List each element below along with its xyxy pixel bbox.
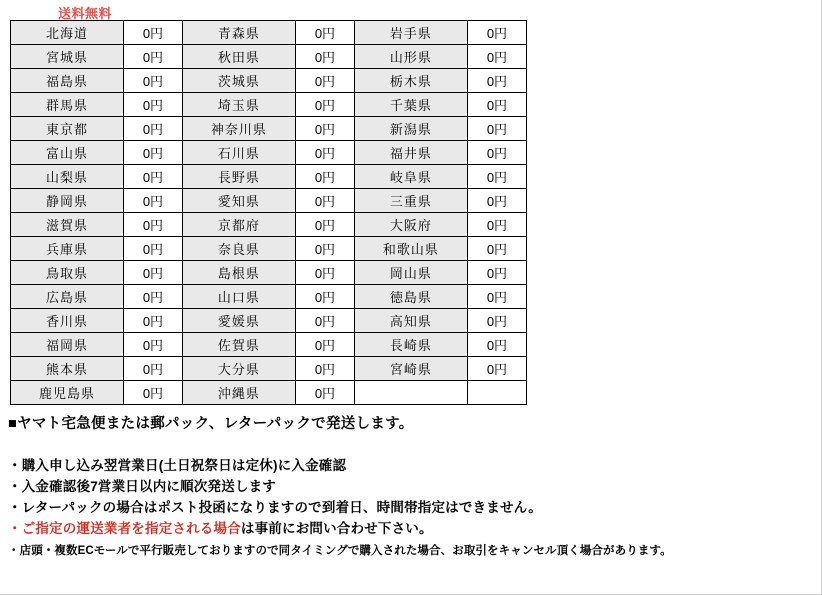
shipping-fee: 0円 <box>295 93 354 117</box>
note-line-3: ・レターパックの場合はポスト投函になりますので到着日、時間帯指定はできません。 <box>8 500 542 515</box>
shipping-fee: 0円 <box>467 261 526 285</box>
shipping-fee: 0円 <box>467 333 526 357</box>
table-row <box>11 189 527 213</box>
prefecture-name: 東京都 <box>11 117 124 141</box>
prefecture-name: 広島県 <box>11 285 124 309</box>
shipping-fee: 0円 <box>123 141 182 165</box>
prefecture-name: 岡山県 <box>354 261 467 285</box>
prefecture-name: 兵庫県 <box>11 237 124 261</box>
prefecture-name: 大阪府 <box>354 213 467 237</box>
shipping-fee: 0円 <box>295 357 354 381</box>
shipping-fee: 0円 <box>123 45 182 69</box>
prefecture-name: 秋田県 <box>182 45 295 69</box>
note-line-1: ・購入申し込み翌営業日(土日祝祭日は定休)に入金確認 <box>8 458 347 473</box>
table-row <box>11 45 527 69</box>
shipping-fee: 0円 <box>123 357 182 381</box>
prefecture-name: 山口県 <box>182 285 295 309</box>
prefecture-name: 埼玉県 <box>182 93 295 117</box>
shipping-fee: 0円 <box>467 357 526 381</box>
shipping-fee: 0円 <box>295 189 354 213</box>
prefecture-name: 佐賀県 <box>182 333 295 357</box>
prefecture-name: 大分県 <box>182 357 295 381</box>
shipping-fee: 0円 <box>295 117 354 141</box>
prefecture-name: 島根県 <box>182 261 295 285</box>
shipping-fee: 0円 <box>295 21 354 45</box>
note-line-2: ・入金確認後7営業日以内に順次発送します <box>8 479 277 494</box>
shipping-fee: 0円 <box>123 237 182 261</box>
free-shipping-banner: 送料無料 <box>58 6 113 21</box>
table-row <box>11 141 527 165</box>
prefecture-name: 徳島県 <box>354 285 467 309</box>
prefecture-name: 山梨県 <box>11 165 124 189</box>
shipping-notes <box>8 412 808 560</box>
shipping-fee: 0円 <box>467 93 526 117</box>
table-row <box>11 69 527 93</box>
prefecture-name: 宮城県 <box>11 45 124 69</box>
prefecture-name: 香川県 <box>11 309 124 333</box>
prefecture-name: 石川県 <box>182 141 295 165</box>
shipping-fee: 0円 <box>295 69 354 93</box>
prefecture-name: 岩手県 <box>354 21 467 45</box>
shipping-fee: 0円 <box>295 309 354 333</box>
prefecture-name: 茨城県 <box>182 69 295 93</box>
shipping-fee: 0円 <box>467 21 526 45</box>
shipping-fee: 0円 <box>123 165 182 189</box>
empty-fee-cell <box>467 381 526 405</box>
prefecture-name: 鳥取県 <box>11 261 124 285</box>
notes-heading: ■ヤマト宅急便または郵パック、レターパックで発送します。 <box>8 416 414 432</box>
shipping-fee: 0円 <box>295 141 354 165</box>
shipping-fee: 0円 <box>295 237 354 261</box>
note-line-4 <box>8 518 808 539</box>
shipping-fee: 0円 <box>123 189 182 213</box>
shipping-fee: 0円 <box>467 165 526 189</box>
prefecture-name: 高知県 <box>354 309 467 333</box>
prefecture-name: 鹿児島県 <box>11 381 124 405</box>
note-line-5: ・店頭・複数ECモールで平行販売しておりますので同タイミングで購入された場合、お取引をキャンセル頂く場合があります。 <box>8 545 672 557</box>
shipping-fee: 0円 <box>467 189 526 213</box>
shipping-fee: 0円 <box>295 285 354 309</box>
table-row <box>11 285 527 309</box>
prefecture-name: 滋賀県 <box>11 213 124 237</box>
prefecture-name: 静岡県 <box>11 189 124 213</box>
prefecture-name: 富山県 <box>11 141 124 165</box>
prefecture-name: 福井県 <box>354 141 467 165</box>
shipping-fee: 0円 <box>123 69 182 93</box>
shipping-fee: 0円 <box>123 285 182 309</box>
shipping-fee: 0円 <box>467 69 526 93</box>
note-line-4-black: は事前にお問い合わせ下さい。 <box>240 521 433 536</box>
table-row <box>11 93 527 117</box>
table-row <box>11 21 527 45</box>
table-row <box>11 381 527 405</box>
table-body <box>11 21 527 405</box>
prefecture-name: 愛媛県 <box>182 309 295 333</box>
table-row <box>11 357 527 381</box>
shipping-fee: 0円 <box>295 45 354 69</box>
shipping-fee: 0円 <box>123 261 182 285</box>
table-row <box>11 117 527 141</box>
prefecture-name: 岐阜県 <box>354 165 467 189</box>
prefecture-name: 愛知県 <box>182 189 295 213</box>
prefecture-name: 栃木県 <box>354 69 467 93</box>
prefecture-name: 福岡県 <box>11 333 124 357</box>
prefecture-name: 沖縄県 <box>182 381 295 405</box>
prefecture-name: 山形県 <box>354 45 467 69</box>
prefecture-name: 長崎県 <box>354 333 467 357</box>
table-row <box>11 213 527 237</box>
prefecture-name: 長野県 <box>182 165 295 189</box>
prefecture-name: 群馬県 <box>11 93 124 117</box>
shipping-fee: 0円 <box>123 21 182 45</box>
shipping-fee: 0円 <box>123 333 182 357</box>
shipping-fee: 0円 <box>123 93 182 117</box>
table-row <box>11 333 527 357</box>
prefecture-name: 和歌山県 <box>354 237 467 261</box>
prefecture-name: 宮崎県 <box>354 357 467 381</box>
shipping-fee: 0円 <box>467 141 526 165</box>
prefecture-name: 千葉県 <box>354 93 467 117</box>
shipping-fee: 0円 <box>467 309 526 333</box>
shipping-fee: 0円 <box>467 117 526 141</box>
shipping-fee: 0円 <box>295 165 354 189</box>
prefecture-name: 奈良県 <box>182 237 295 261</box>
shipping-fee: 0円 <box>123 117 182 141</box>
table-row <box>11 165 527 189</box>
shipping-fee: 0円 <box>467 285 526 309</box>
shipping-fee: 0円 <box>467 45 526 69</box>
shipping-fee: 0円 <box>123 381 182 405</box>
shipping-fee: 0円 <box>295 261 354 285</box>
prefecture-name: 新潟県 <box>354 117 467 141</box>
shipping-fee: 0円 <box>467 237 526 261</box>
shipping-fee: 0円 <box>123 309 182 333</box>
prefecture-name: 青森県 <box>182 21 295 45</box>
prefecture-name: 北海道 <box>11 21 124 45</box>
table-row <box>11 237 527 261</box>
prefecture-name: 神奈川県 <box>182 117 295 141</box>
table-row <box>11 309 527 333</box>
prefecture-name: 福島県 <box>11 69 124 93</box>
shipping-fee: 0円 <box>295 213 354 237</box>
table-row <box>11 261 527 285</box>
shipping-fee: 0円 <box>295 381 354 405</box>
empty-prefecture-cell <box>354 381 467 405</box>
shipping-fee: 0円 <box>467 213 526 237</box>
shipping-fee: 0円 <box>295 333 354 357</box>
prefecture-name: 熊本県 <box>11 357 124 381</box>
shipping-fee: 0円 <box>123 213 182 237</box>
prefecture-name: 三重県 <box>354 189 467 213</box>
note-line-4-red: ・ご指定の運送業者を指定される場合 <box>8 521 241 536</box>
shipping-fee-table <box>10 20 527 405</box>
prefecture-name: 京都府 <box>182 213 295 237</box>
